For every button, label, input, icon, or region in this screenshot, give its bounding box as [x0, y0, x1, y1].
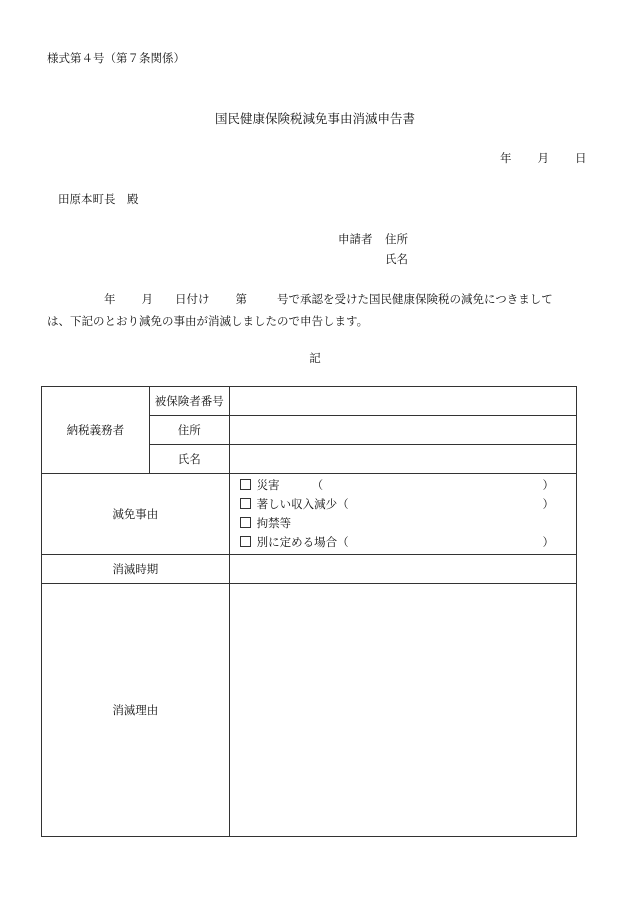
- date-line: [500, 150, 587, 166]
- date-day[interactable]: 日: [575, 151, 587, 165]
- reduction-reason-label: 減免事由: [42, 474, 230, 555]
- reason-option-income-drop[interactable]: 著しい収入減少（ ）: [240, 495, 576, 514]
- reason-option-detention[interactable]: 拘禁等: [240, 514, 576, 533]
- checkbox-icon[interactable]: [240, 498, 251, 509]
- taxpayer-address-field[interactable]: [229, 416, 576, 445]
- approval-year[interactable]: 年: [104, 292, 116, 306]
- applicant-name-label[interactable]: 氏名: [385, 252, 408, 266]
- body-text-line2: は、下記のとおり減免の事由が消滅しましたので申告します。: [47, 314, 369, 328]
- body-line1-rest: 号で承認を受けた国民健康保険税の減免につきまして: [277, 292, 553, 306]
- checkbox-icon[interactable]: [240, 536, 251, 547]
- applicant-label: 申請者: [338, 232, 373, 246]
- taxpayer-label: 納税義務者: [42, 387, 150, 474]
- applicant-address-label[interactable]: 住所: [385, 232, 408, 246]
- date-year[interactable]: 年: [500, 151, 512, 165]
- application-table: [41, 386, 577, 837]
- addressee: 田原本町長 殿: [58, 192, 139, 206]
- approval-day[interactable]: 日付け: [175, 292, 210, 306]
- reason-option-disaster[interactable]: 災害 （ ）: [240, 476, 576, 495]
- date-month[interactable]: 月: [537, 151, 549, 165]
- checkbox-icon[interactable]: [240, 479, 251, 490]
- extinction-reason-label: 消滅理由: [42, 584, 230, 837]
- reason-option-other[interactable]: 別に定める場合（ ）: [240, 533, 576, 552]
- extinction-reason-field[interactable]: [229, 584, 576, 837]
- approval-number-prefix[interactable]: 第: [235, 292, 247, 306]
- reduction-reason-options: [229, 474, 576, 555]
- taxpayer-name-label: 氏名: [149, 445, 229, 474]
- body-text-line1: [60, 291, 553, 307]
- taxpayer-name-field[interactable]: [229, 445, 576, 474]
- insured-number-label: 被保険者番号: [149, 387, 229, 416]
- form-number: 様式第４号（第７条関係）: [47, 51, 185, 65]
- document-title: 国民健康保険税減免事由消滅申告書: [214, 111, 415, 126]
- insured-number-field[interactable]: [229, 387, 576, 416]
- ki-heading: 記: [309, 351, 321, 365]
- checkbox-icon[interactable]: [240, 517, 251, 528]
- taxpayer-address-label: 住所: [149, 416, 229, 445]
- extinction-time-field[interactable]: [229, 555, 576, 584]
- extinction-time-label: 消滅時期: [42, 555, 230, 584]
- approval-month[interactable]: 月: [141, 292, 153, 306]
